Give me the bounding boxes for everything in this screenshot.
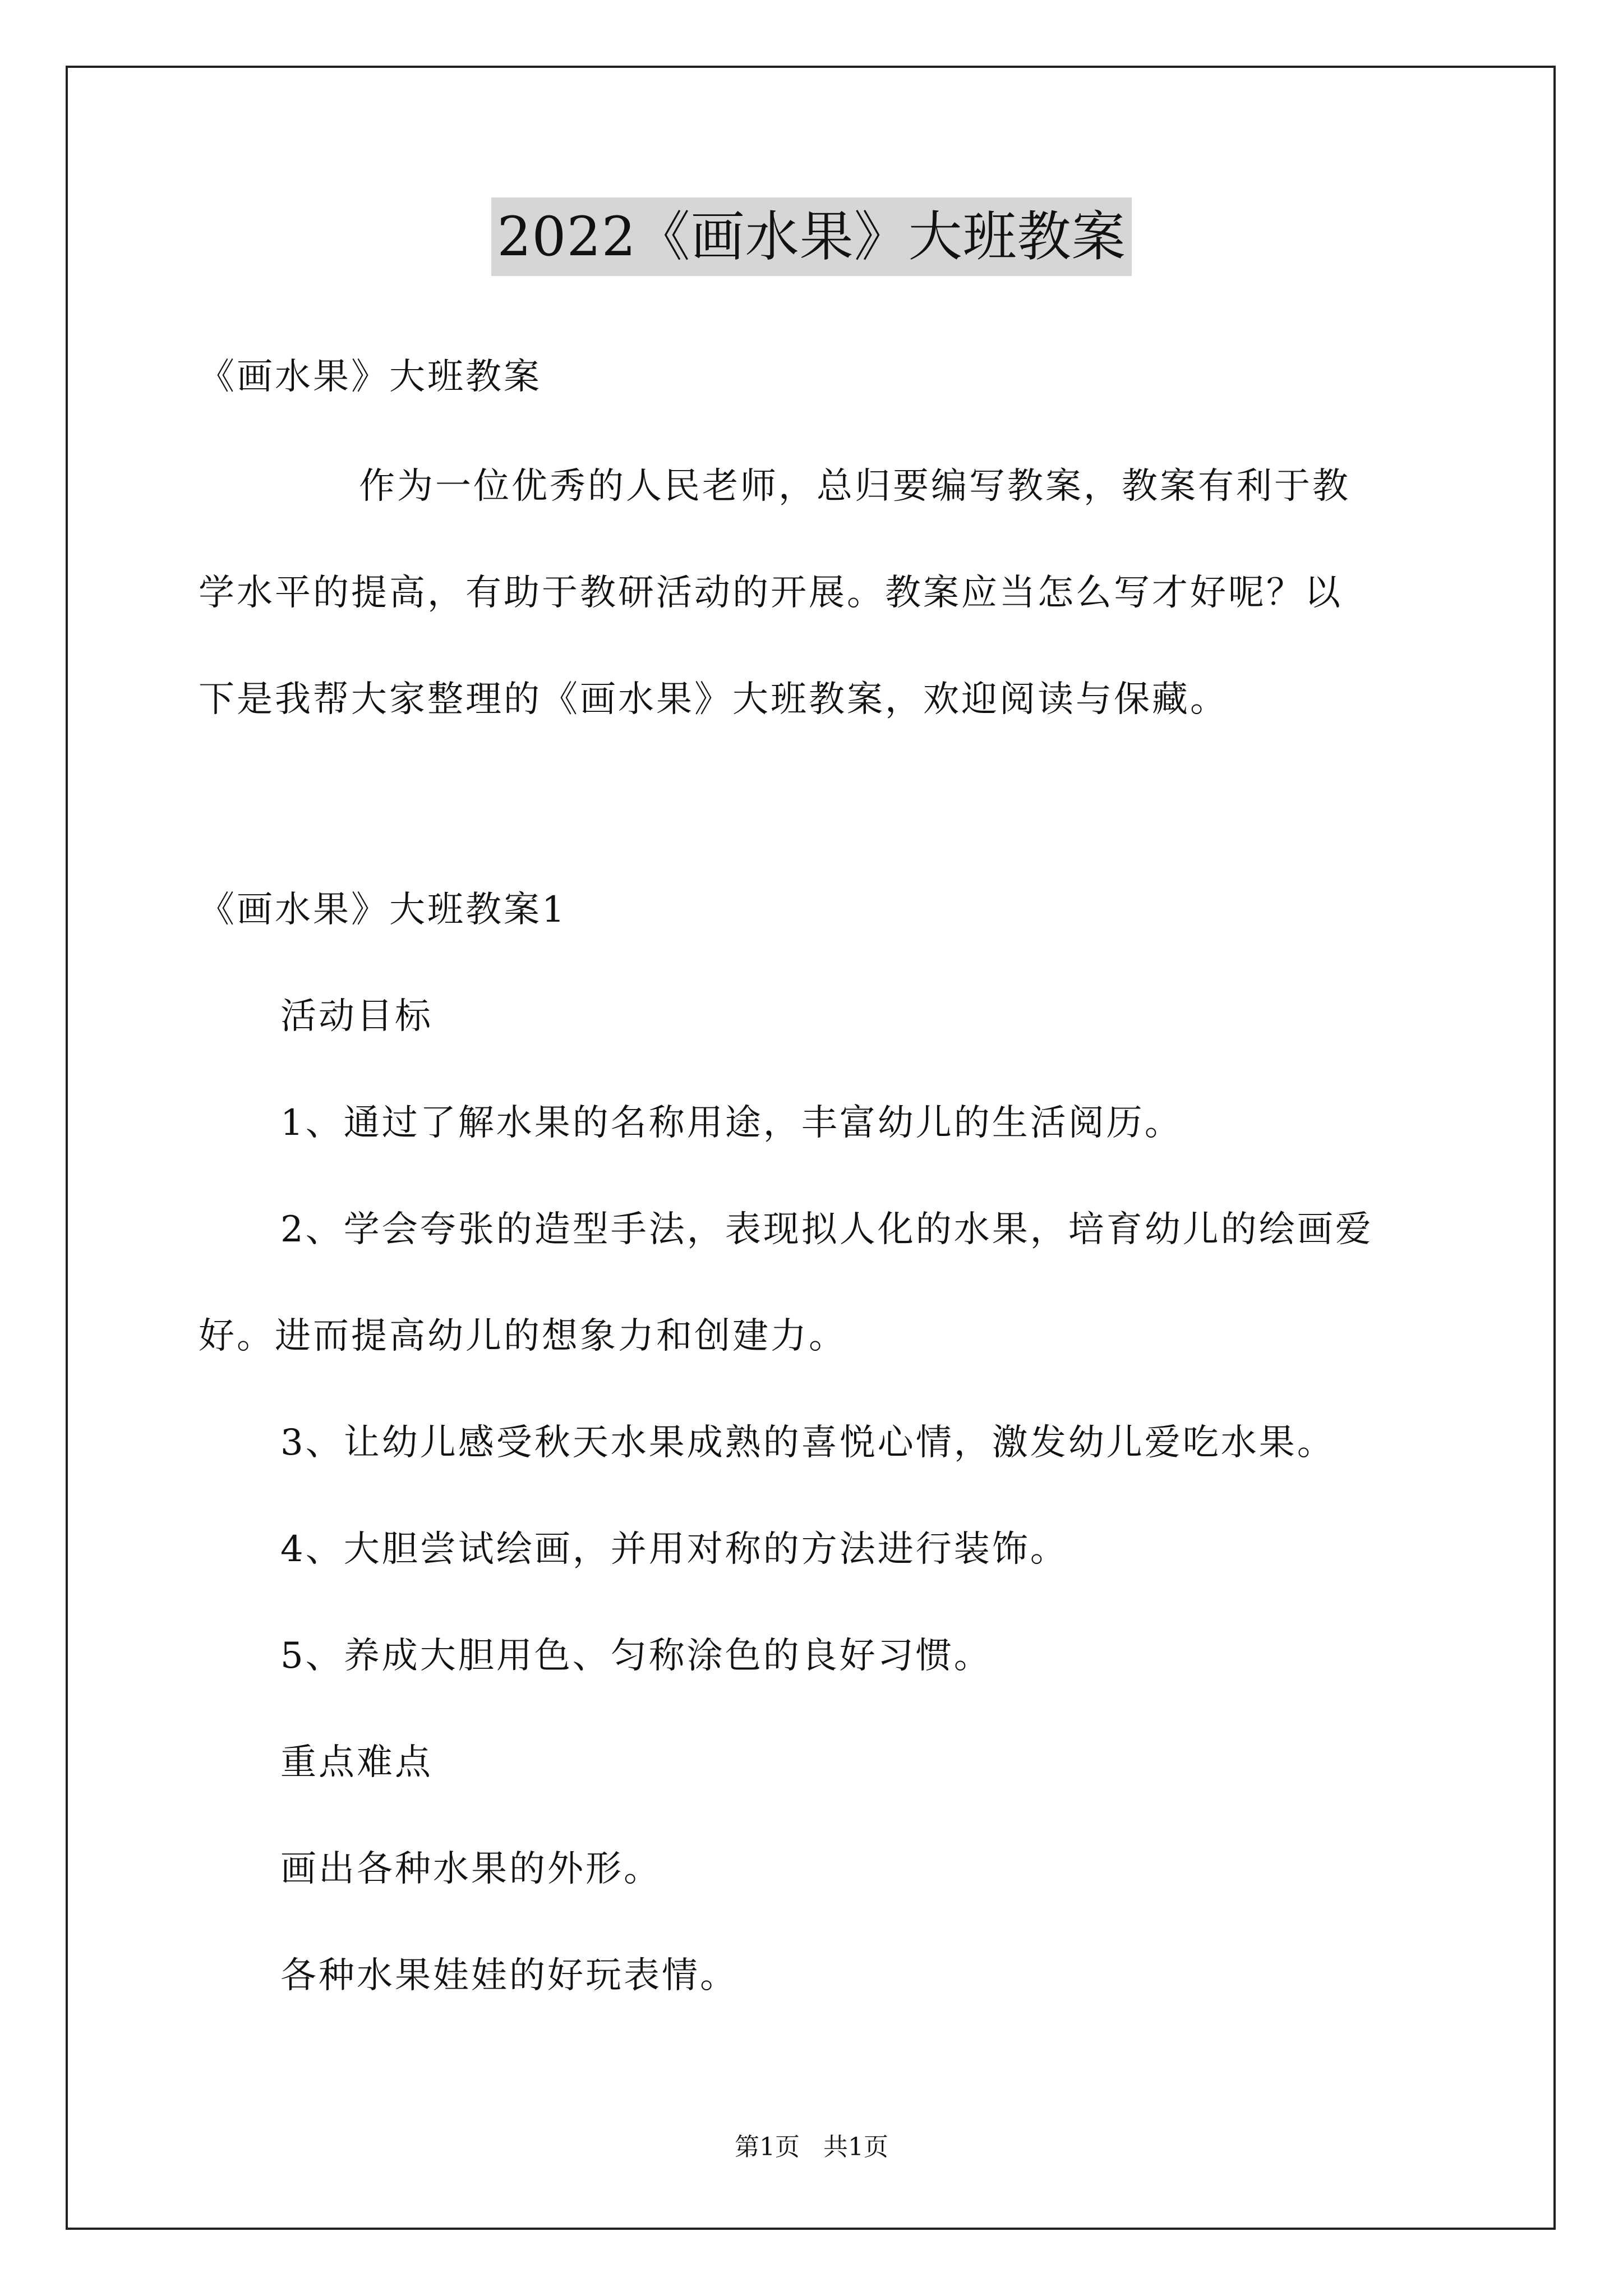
goal-item-4: 4、大胆尝试绘画，并用对称的方法进行装饰。	[280, 1529, 1068, 1570]
goal-item-2-continued: 好。进而提高幼儿的想象力和创建力。	[199, 1315, 847, 1357]
goal-item-1: 1、通过了解水果的名称用途，丰富幼儿的生活阅历。	[280, 1102, 1183, 1144]
goal-item-2: 2、学会夸张的造型手法，表现拟人化的水果，培育幼儿的绘画爱	[280, 1209, 1373, 1250]
document-subtitle: 《画水果》大班教案	[199, 356, 542, 398]
goals-heading: 活动目标	[280, 996, 433, 1037]
document-title: 2022《画水果》大班教案	[491, 197, 1131, 276]
intro-line-1: 作为一位优秀的人民老师，总归要编写教案，教案有利于教	[359, 466, 1350, 507]
intro-line-2: 学水平的提高，有助于教研活动的开展。教案应当怎么写才好呢？以	[199, 572, 1343, 614]
goal-item-5: 5、养成大胆用色、匀称涂色的良好习惯。	[280, 1635, 992, 1677]
goal-item-3: 3、让幼儿感受秋天水果成熟的喜悦心情，激发幼儿爱吃水果。	[280, 1422, 1335, 1464]
title-container	[0, 197, 1623, 276]
section-heading: 《画水果》大班教案1	[199, 889, 567, 931]
page-footer	[0, 2131, 1623, 2164]
intro-line-3: 下是我帮大家整理的《画水果》大班教案，欢迎阅读与保藏。	[199, 679, 1228, 720]
key-point-item-2: 各种水果娃娃的好玩表情。	[280, 1955, 738, 1996]
key-point-item-1: 画出各种水果的外形。	[280, 1848, 662, 1890]
page-number-current: 第1页	[735, 2133, 800, 2161]
key-points-heading: 重点难点	[280, 1742, 433, 1783]
page-number-total: 共1页	[823, 2133, 888, 2161]
